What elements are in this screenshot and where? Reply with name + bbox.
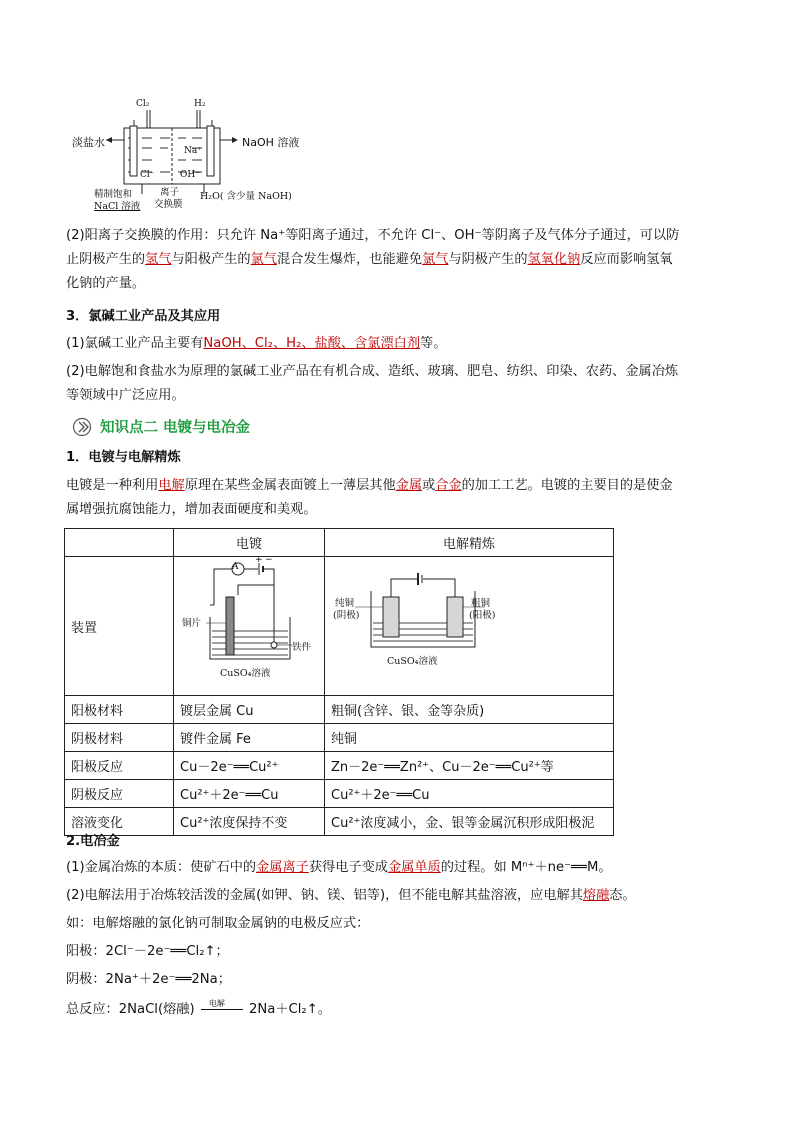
positive-label: +: [255, 555, 263, 565]
hl-naoh: 氢氧化钠: [527, 252, 581, 267]
t: 总反应：2NaCl(熔融): [66, 1002, 195, 1017]
row-key: 阴极材料: [65, 724, 174, 752]
membrane-label-2: 交换膜: [154, 199, 183, 210]
refining-solution-label: CuSO₄溶液: [387, 656, 438, 667]
line-1: [66, 474, 726, 498]
na-ion-label: Na⁺: [184, 146, 202, 156]
example-intro: 如：电解熔融的氯化钠可制取金属钠的电极反应式：: [66, 916, 370, 931]
electrolysis-method: [66, 884, 726, 908]
iron-piece-label: 铁件: [292, 642, 312, 653]
t: 态。: [609, 888, 636, 903]
hl: 金属: [395, 478, 423, 493]
row-plating: Cu－2e⁻══Cu²⁺: [174, 752, 325, 780]
t: 的加工工艺。电镀的主要目的是使金: [461, 478, 673, 493]
oh-ion-label: OH⁻: [180, 170, 200, 180]
section-heading-1: 1．电镀与电解精炼: [66, 450, 181, 465]
membrane-paragraph: [66, 224, 726, 296]
t: 或: [422, 478, 436, 493]
line-2: [66, 248, 726, 272]
cl-ion-label: Cl⁻: [140, 170, 155, 180]
plating-figure-cell: [174, 557, 325, 696]
line-3: 化钠的产量。: [66, 276, 146, 291]
t: (1)金属冶炼的本质：使矿石中的: [66, 860, 257, 875]
t: 原理在某些金属表面镀上一薄层其他: [184, 478, 396, 493]
line-2: 等领域中广泛应用。: [66, 388, 185, 403]
right-outlet-label: NaOH 溶液: [242, 136, 300, 149]
hl: 熔融: [582, 888, 610, 903]
table-header-refining: 电解精炼: [325, 529, 614, 557]
plating-paragraph: [66, 474, 726, 522]
hl-products: NaOH、Cl₂、H₂、盐酸、含氯漂白剂: [203, 336, 421, 351]
table-header-plating: 电镀: [174, 529, 325, 557]
t: 混合发生爆炸，也能避免: [277, 252, 423, 267]
applications-paragraph: [66, 360, 726, 408]
t: 获得电子变成: [308, 860, 388, 875]
hl-h2: 氢气: [145, 252, 172, 267]
line-2: 属增强抗腐蚀能力，增加表面硬度和美观。: [66, 502, 317, 517]
row-key: 阳极材料: [65, 696, 174, 724]
row-plating: 镀层金属 Cu: [174, 696, 325, 724]
hl-cl2: 氯气: [250, 252, 277, 267]
overall-equation: [66, 998, 726, 1022]
products-paragraph: [66, 332, 726, 356]
metallurgy-essence: [66, 856, 726, 880]
knowledge-point-title: 知识点二 电镀与电冶金: [100, 420, 251, 436]
t: (2)电解法用于冶炼较活泼的金属(如钾、钠、镁、铝等)，但不能电解其盐溶液，应电解其: [66, 888, 583, 903]
hl: 金属单质: [388, 860, 441, 875]
t: 与阳极产生的: [171, 252, 251, 267]
line-1: (2)电解饱和食盐水为原理的氯碱工业产品在有机合成、造纸、玻璃、肥皂、纺织、印染、农药、金属冶炼: [66, 364, 679, 379]
membrane-label-1: 离子: [160, 187, 180, 198]
negative-label: −: [265, 555, 273, 565]
inlet-left-label-1: 精制饱和: [94, 189, 133, 200]
row-plating: Cu²⁺＋2e⁻══Cu: [174, 780, 325, 808]
section-heading-2: 2.电冶金: [66, 834, 120, 849]
cathode-label: (阴极): [333, 610, 360, 621]
ammeter-label: A: [232, 562, 239, 572]
cathode-equation: 阴极：2Na⁺＋2e⁻══2Na；: [66, 972, 231, 987]
row-plating: Cu²⁺浓度保持不变: [174, 808, 325, 836]
row-refining: Cu²⁺＋2e⁻══Cu: [325, 780, 614, 808]
reaction-arrow: [199, 999, 245, 1019]
electrorefining-diagram: [325, 557, 613, 691]
row-key: 阴极反应: [65, 780, 174, 808]
row-refining: Zn－2e⁻══Zn²⁺、Cu－2e⁻══Cu²⁺等: [325, 752, 614, 780]
cl2-label: Cl₂: [136, 99, 150, 109]
plating-solution-label: CuSO₄溶液: [220, 668, 271, 679]
section-heading-3: 3．氯碱工业产品及其应用: [66, 309, 221, 324]
t: 与阴极产生的: [448, 252, 528, 267]
h2-label: H₂: [194, 99, 206, 109]
anode-equation: 阳极：2Cl⁻－2e⁻══Cl₂↑；: [66, 944, 229, 959]
t: 电镀是一种利用: [66, 478, 159, 493]
hl-cl2-2: 氯气: [422, 252, 449, 267]
hl: 金属离子: [256, 860, 309, 875]
inlet-left-label-2: NaCl 溶液: [94, 201, 141, 212]
table-header-empty: [65, 529, 174, 557]
row-plating: 镀件金属 Fe: [174, 724, 325, 752]
crude-copper-label: 粗铜: [471, 598, 491, 609]
pure-copper-label: 纯铜: [335, 598, 355, 609]
hl: 电解: [158, 478, 185, 493]
line-1: (2)阳离子交换膜的作用：只允许 Na⁺等阳离子通过，不允许 Cl⁻、OH⁻等阴离子及气体分子通过，可以防: [66, 228, 680, 243]
t: 止阴极产生的: [66, 252, 146, 267]
condition-label: 电解: [208, 999, 225, 1008]
hl: 合金: [435, 478, 462, 493]
t: (1)氯碱工业产品主要有: [66, 336, 204, 351]
t: 反应而影响氢氧: [580, 252, 673, 267]
device-label: 装置: [65, 557, 174, 696]
row-refining: 粗铜(含锌、银、金等杂质): [325, 696, 614, 724]
copper-sheet-label: 铜片: [182, 618, 202, 629]
comparison-table: [64, 528, 614, 836]
row-key: 溶液变化: [65, 808, 174, 836]
inlet-right-label: H₂O( 含少量 NaOH): [200, 191, 292, 202]
row-key: 阳极反应: [65, 752, 174, 780]
t: 2Na＋Cl₂↑。: [249, 1002, 331, 1017]
anode-label: (阳极): [469, 610, 496, 621]
row-refining: 纯铜: [325, 724, 614, 752]
row-refining: Cu²⁺浓度减小，金、银等金属沉积形成阳极泥: [325, 808, 614, 836]
t: 等。: [420, 336, 447, 351]
t: 的过程。如 Mⁿ⁺＋ne⁻══M。: [440, 860, 612, 875]
arrow-circle-icon: [72, 417, 92, 437]
refining-figure-cell: [325, 557, 614, 696]
left-outlet-label: 淡盐水: [72, 136, 105, 149]
